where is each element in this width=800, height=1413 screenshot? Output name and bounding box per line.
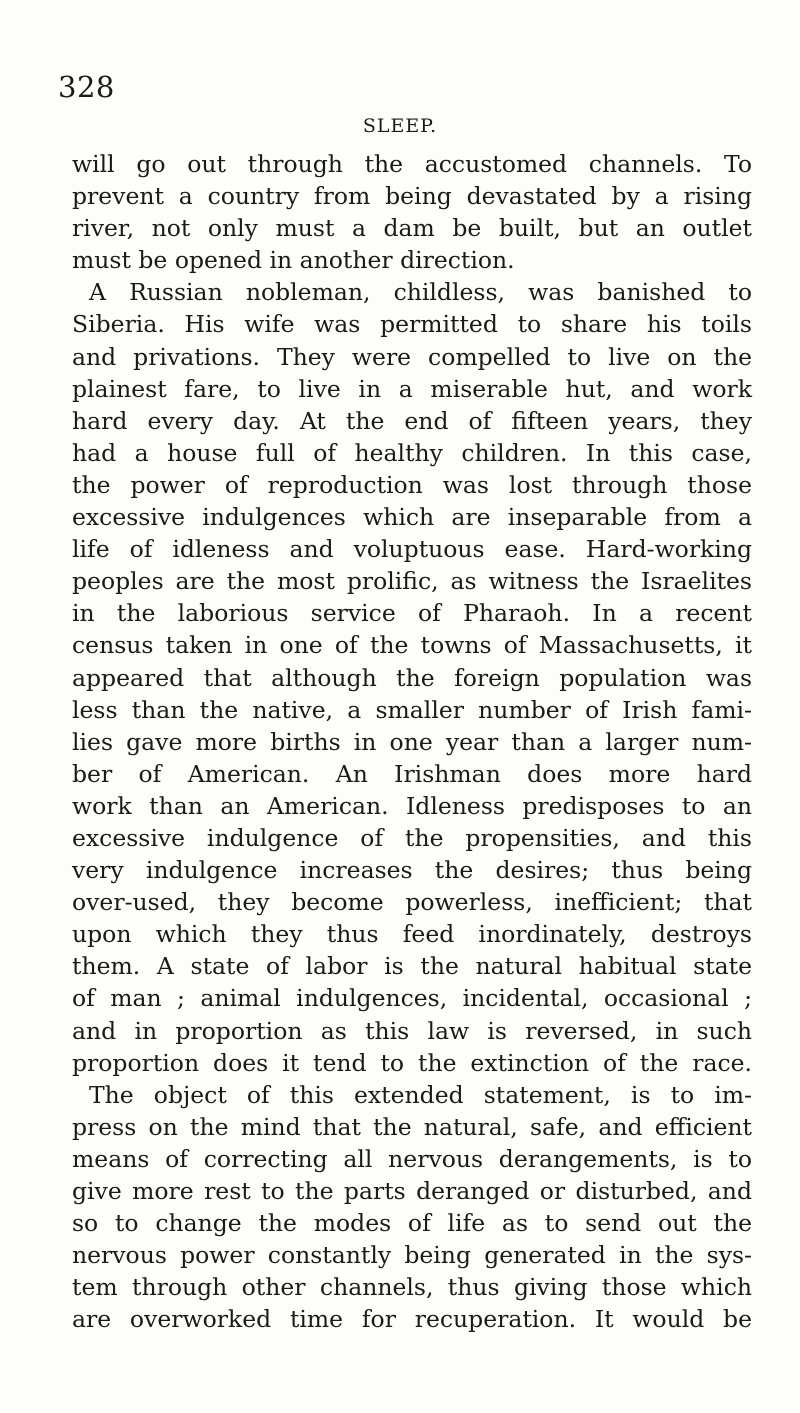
- text-line: excessive indulgence of the propensities, and this: [72, 823, 752, 852]
- text-line: life of idleness and voluptuous ease. Hard-working: [72, 535, 752, 564]
- text-line: are overworked time for recuperation. It would be: [72, 1305, 752, 1334]
- running-head: SLEEP.: [362, 115, 438, 137]
- text-line: river, not only must a dam be built, but an outlet: [72, 214, 752, 243]
- text-line: give more rest to the parts deranged or disturbed, and: [72, 1177, 752, 1205]
- text-line: very indulgence increases the desires; thus being: [72, 856, 752, 885]
- text-line: appeared that although the foreign population was: [72, 663, 752, 692]
- text-line: press on the mind that the natural, safe, and efficient: [72, 1112, 752, 1141]
- text-line: will go out through the accustomed channels. To: [72, 150, 752, 178]
- text-line: peoples are the most prolific, as witness the Israelites: [72, 567, 752, 596]
- text-line: The object of this extended statement, is to im-: [89, 1080, 752, 1109]
- page-number: 328: [58, 70, 115, 104]
- text-line: over-used, they become powerless, inefficient; that: [72, 888, 752, 917]
- text-line: proportion does it tend to the extinction of the race.: [72, 1048, 752, 1077]
- text-line: A Russian nobleman, childless, was banished to: [89, 278, 752, 307]
- text-line: lies gave more births in one year than a larger num-: [72, 727, 752, 756]
- text-line: prevent a country from being devastated by a rising: [72, 182, 752, 211]
- text-line: nervous power constantly being generated in the sys-: [72, 1241, 752, 1270]
- body-text: [72, 148, 752, 1335]
- text-line: in the laborious service of Pharaoh. In a recent: [72, 599, 752, 628]
- text-line: must be opened in another direction.: [72, 246, 515, 275]
- text-line: and in proportion as this law is reversed, in such: [72, 1016, 752, 1045]
- text-line: and privations. They were compelled to live on the: [72, 342, 752, 371]
- text-line: less than the native, a smaller number of Irish fami-: [72, 695, 752, 724]
- text-line: them. A state of labor is the natural habitual state: [72, 952, 752, 981]
- text-line: had a house full of healthy children. In this case,: [72, 438, 752, 467]
- text-line: Siberia. His wife was permitted to share his toils: [72, 310, 752, 339]
- text-line: excessive indulgences which are inseparable from a: [72, 503, 752, 532]
- text-line: plainest fare, to live in a miserable hut, and work: [72, 374, 752, 403]
- text-line: of man ; animal indulgences, incidental, occasional ;: [72, 984, 752, 1013]
- text-line: census taken in one of the towns of Massachusetts, it: [72, 631, 752, 660]
- text-line: upon which they thus feed inordinately, destroys: [72, 920, 752, 949]
- text-line: the power of reproduction was lost through those: [72, 470, 752, 499]
- text-line: ber of American. An Irishman does more hard: [72, 759, 752, 788]
- text-line: work than an American. Idleness predisposes to an: [72, 791, 752, 820]
- text-line: so to change the modes of life as to send out the: [72, 1209, 752, 1238]
- text-line: means of correcting all nervous derangements, is to: [72, 1144, 752, 1173]
- text-line: tem through other channels, thus giving those which: [72, 1273, 752, 1302]
- text-line: hard every day. At the end of fifteen years, they: [72, 406, 752, 435]
